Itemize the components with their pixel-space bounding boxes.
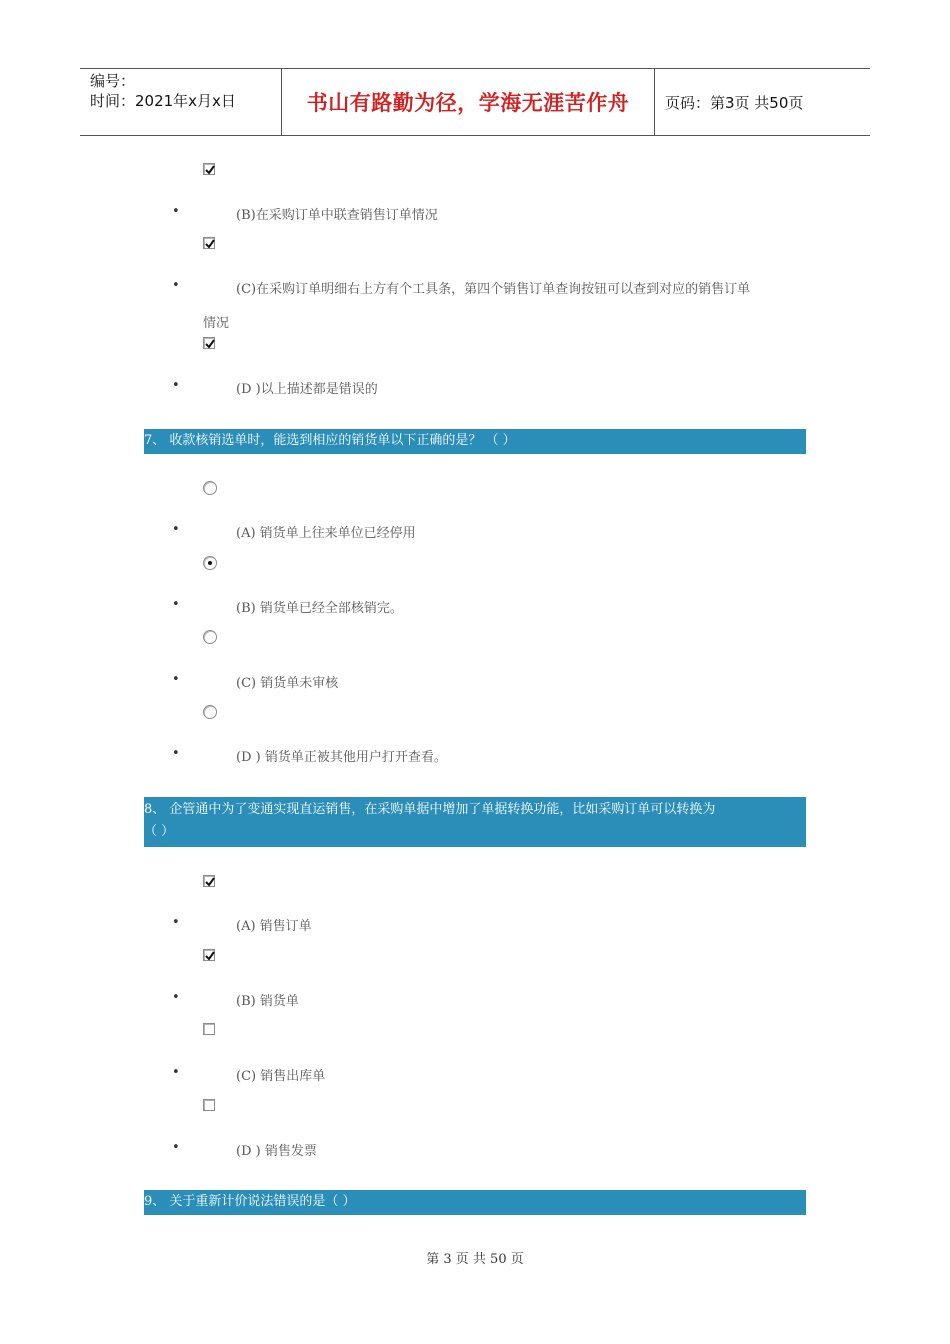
q7-option-b-radio[interactable] <box>203 556 217 570</box>
list-bullet: • <box>172 672 180 687</box>
list-bullet: • <box>172 746 180 761</box>
q6-option-b-checkbox[interactable] <box>203 237 215 249</box>
q8-title: 8、 企管通中为了变通实现直运销售，在采购单据中增加了单据转换功能，比如采购订单可以转换为 <box>144 802 716 817</box>
q6-option-b-label: (B)在采购订单中联查销售订单情况 <box>236 208 438 223</box>
page-header <box>80 68 870 136</box>
q9-title-bar <box>144 1190 806 1215</box>
q6-option-d-label: (D )以上描述都是错误的 <box>236 382 378 397</box>
list-bullet: • <box>172 378 180 393</box>
q7-option-a-radio[interactable] <box>203 481 217 495</box>
q8-option-a-checkbox[interactable] <box>203 875 215 887</box>
q8-option-b-checkbox[interactable] <box>203 949 215 961</box>
list-bullet: • <box>172 1140 180 1155</box>
header-page-info: 页码：第3页 共50页 <box>665 93 804 112</box>
page-footer: 第 3 页 共 50 页 <box>426 1252 524 1267</box>
q6-option-c-label-cont: 情况 <box>203 316 230 331</box>
q7-option-d-label: (D ) 销货单正被其他用户打开查看。 <box>236 750 447 765</box>
q8-option-d-label: (D ) 销售发票 <box>236 1144 317 1159</box>
q6-option-a-checkbox[interactable] <box>203 163 215 175</box>
q7-option-b-label: (B) 销货单已经全部核销完。 <box>236 601 403 616</box>
list-bullet: • <box>172 278 180 293</box>
list-bullet: • <box>172 915 180 930</box>
list-bullet: • <box>172 204 180 219</box>
number-label: 编号： <box>90 72 136 90</box>
q6-option-c-label: (C)在采购订单明细右上方有个工具条，第四个销售订单查询按钮可以查到对应的销售订单 <box>236 282 751 297</box>
list-bullet: • <box>172 1065 180 1080</box>
q9-title: 9、 关于重新计价说法错误的是（ ） <box>144 1194 356 1209</box>
q8-title-bar <box>144 797 806 847</box>
header-meta <box>80 69 282 135</box>
q8-option-c-label: (C) 销售出库单 <box>236 1069 326 1084</box>
q8-option-b-label: (B) 销货单 <box>236 994 299 1009</box>
q8-title-cont: （ ） <box>144 824 175 839</box>
q7-title: 7、 收款核销选单时，能选到相应的销货单以下正确的是？ （ ） <box>144 433 516 448</box>
q8-option-d-checkbox[interactable] <box>203 1099 215 1111</box>
q6-option-c-checkbox[interactable] <box>203 337 215 349</box>
list-bullet: • <box>172 522 180 537</box>
q7-title-bar <box>144 429 806 454</box>
header-motto: 书山有路勤为径，学海无涯苦作舟 <box>282 69 655 135</box>
q7-option-a-label: (A) 销货单上往来单位已经停用 <box>236 526 416 541</box>
q8-option-a-label: (A) 销售订单 <box>236 919 312 934</box>
q7-option-d-radio[interactable] <box>203 705 217 719</box>
q7-option-c-radio[interactable] <box>203 630 217 644</box>
list-bullet: • <box>172 990 180 1005</box>
time-label: 时间：2021年x月x日 <box>90 92 236 110</box>
q7-option-c-label: (C) 销货单未审核 <box>236 676 339 691</box>
q8-option-c-checkbox[interactable] <box>203 1023 215 1035</box>
list-bullet: • <box>172 597 180 612</box>
